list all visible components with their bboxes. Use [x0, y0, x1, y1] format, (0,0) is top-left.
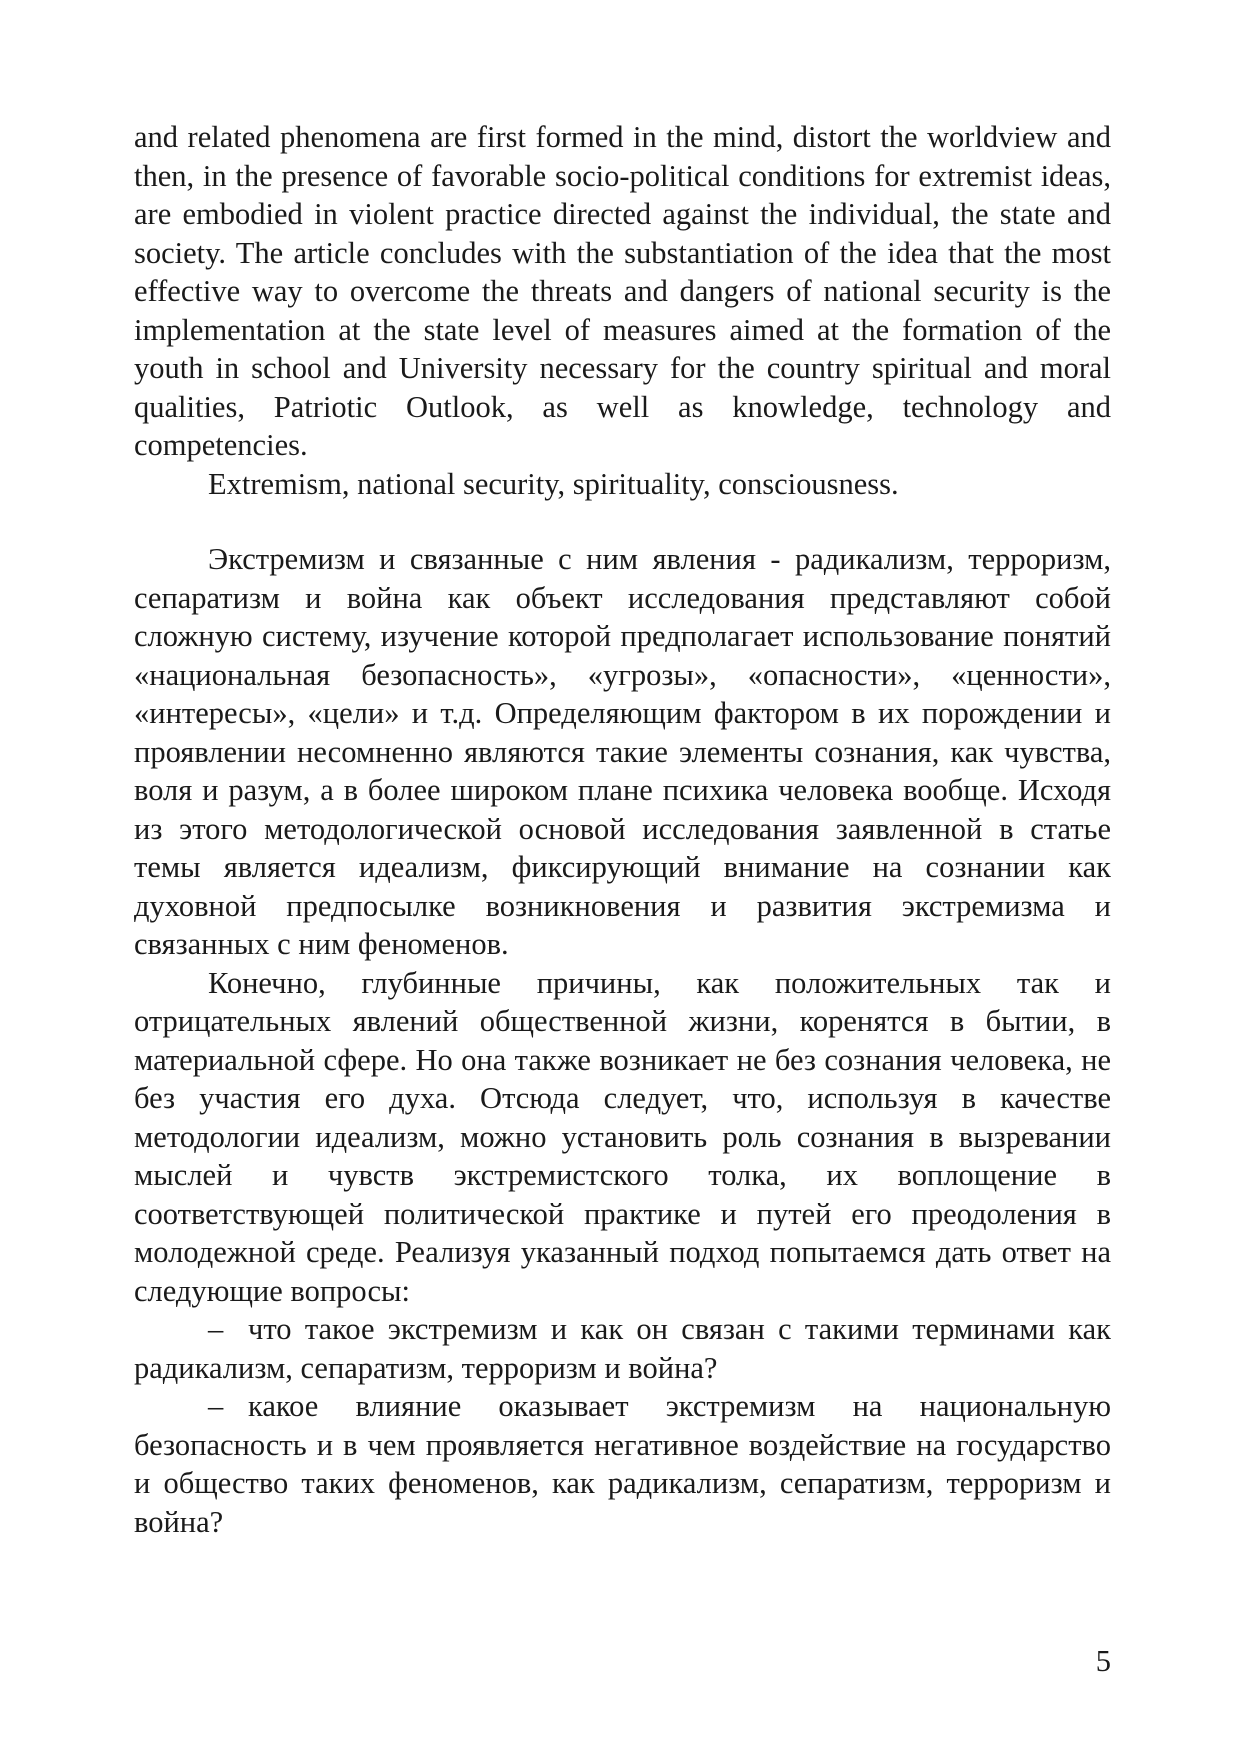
- question-text-2: какое влияние оказывает экстремизм на национальную безопасность и в чем проявляется негативное воздействие на государство и общество таких феноменов, как радикализм, сепаратизм, терроризм и война?: [134, 1389, 1111, 1539]
- body-paragraph-2: Конечно, глубинные причины, как положительных так и отрицательных явлений общественной жизни, коренятся в бытии, в материальной сфере. Но она также возникает не без сознания человека, не без участия его духа. Отсюда следует, что, используя в качестве методологии идеализм, можно установить роль сознания в вызревании мыслей и чувств экстремистского толка, их воплощение в соответствующей политической практике и путей его преодоления в молодежной среде. Реализуя указанный подход попытаемся дать ответ на следующие вопросы:: [134, 965, 1111, 1308]
- body-paragraph-1: Экстремизм и связанные с ним явления - радикализм, терроризм, сепаратизм и война как объект исследования представляют собой сложную систему, изучение которой предполагает использование понятий «национальная безопасность», «угрозы», «опасности», «ценности», «интересы», «цели» и т.д. Определяющим фактором в их порождении и проявлении несомненно являются такие элементы сознания, как чувства, воля и разум, а в более широком плане психика человека вообще. Исходя из этого методологической основой исследования заявленной в статье темы является идеализм, фиксирующий внимание на сознании как духовной предпосылке возникновения и развития экстремизма и связанных с ним феноменов.: [134, 542, 1111, 961]
- question-text-1: что такое экстремизм и как он связан с такими терминами как радикализм, сепаратизм, терроризм и война?: [134, 1312, 1111, 1385]
- keywords: Extremism, national security, spirituality, consciousness.: [208, 466, 899, 501]
- list-dash: –: [208, 1389, 224, 1423]
- question-item-2: [134, 1387, 1111, 1541]
- paragraph-gap: [134, 503, 1111, 540]
- page-number: 5: [1095, 1644, 1111, 1678]
- document-page: [134, 118, 1111, 1541]
- list-dash: –: [208, 1312, 224, 1346]
- question-item-1: [134, 1310, 1111, 1387]
- abstract-tail: and related phenomena are first formed in the mind, distort the worldview and then, in the presence of favorable socio-political conditions for extremist ideas, are embodied in violent practice directed against the individual, the state and society. The article concludes with the substantiation of the idea that the most effective way to overcome the threats and dangers of national security is the implementation at the state level of measures aimed at the formation of the youth in school and University necessary for the country spiritual and moral qualities, Patriotic Outlook, as well as knowledge, technology and competencies.: [134, 120, 1111, 462]
